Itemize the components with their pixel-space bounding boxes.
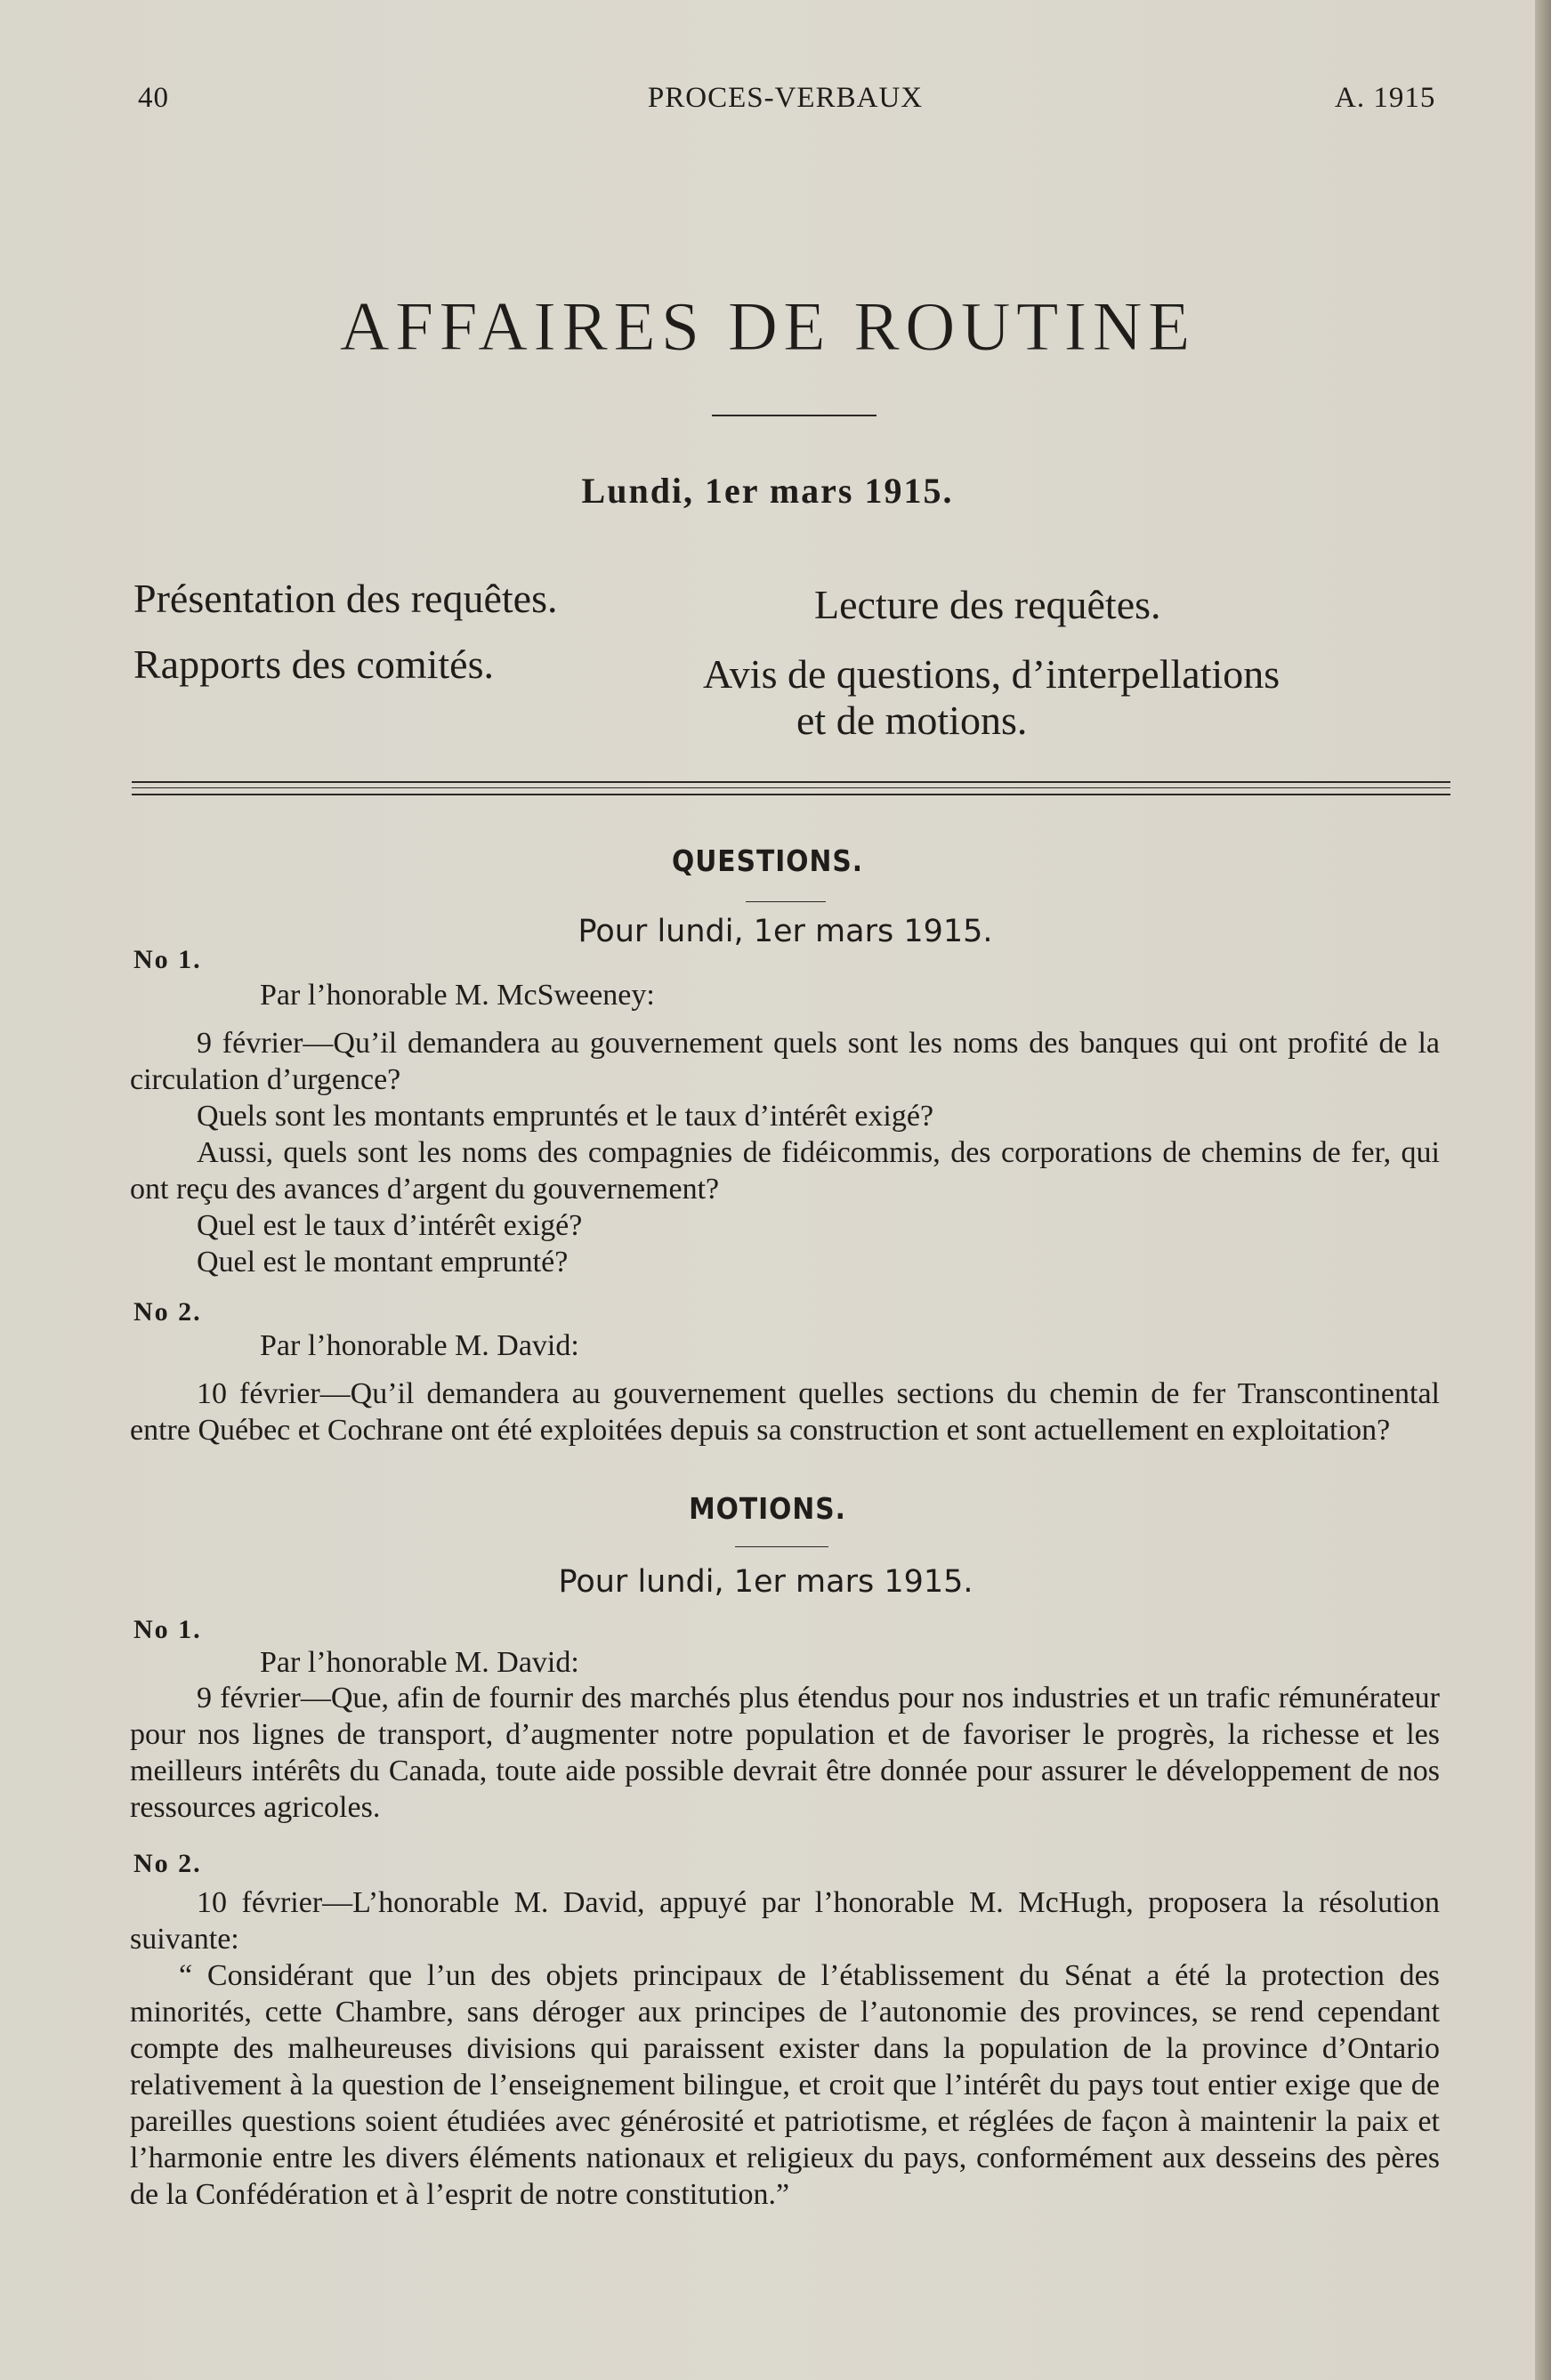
question-2-text xyxy=(130,1376,1440,1448)
question-1-text xyxy=(130,1025,1440,1280)
routine-item-avis: Avis de questions, d’interpellations xyxy=(703,651,1280,697)
question-1-author: Par l’honorable M. McSweeney: xyxy=(260,979,655,1012)
question-1-paragraph: 9 février—Qu’il demandera au gouvernement quels sont les noms des banques qui ont profité de la circulation d’urgence? xyxy=(130,1027,1440,1096)
running-title: PROCES-VERBAUX xyxy=(647,82,924,114)
question-1-paragraph: Quel est le taux d’intérêt exigé? xyxy=(197,1209,583,1242)
question-1-paragraph: Quels sont les montants empruntés et le taux d’intérêt exigé? xyxy=(197,1100,934,1133)
section-divider-inner xyxy=(132,787,1450,788)
questions-rule xyxy=(746,901,826,902)
motion-1-text xyxy=(130,1680,1440,1826)
motion-2-resolution: “ Considérant que l’un des objets principaux de l’établissement du Sénat a été la protection des minorités, cette Chambre, sans déroger aux principes de l’autonomie des provinces, se rend cependant compte des malheureuses divisions qui paraissent exister dans la population de la province d’Ontario relativement à la question de l’enseignement bilingue, et croit que l’intérêt du pays tout entier exige que de pareilles questions soient étudiées avec générosité et patriotisme, et réglées de façon à maintenir la paix et l’harmonie entre les divers éléments nationaux et religieux du pays, conformément aux desseins des pères de la Confédération et à l’esprit de notre constitution.” xyxy=(130,1959,1440,2211)
page-number: 40 xyxy=(138,82,169,114)
routine-item-avis-cont: et de motions. xyxy=(796,698,1028,743)
motions-rule xyxy=(735,1546,828,1547)
motions-heading: MOTIONS. xyxy=(689,1491,846,1526)
motion-2-number: No 2. xyxy=(133,1849,202,1878)
header-year: A. 1915 xyxy=(1335,82,1436,114)
motion-2-paragraph: 10 février—L’honorable M. David, appuyé par l’honorable M. McHugh, proposera la résolution suivante: xyxy=(130,1886,1440,1956)
motions-date: Pour lundi, 1er mars 1915. xyxy=(558,1564,973,1600)
routine-item-lecture: Lecture des requêtes. xyxy=(814,582,1161,627)
section-divider xyxy=(132,781,1450,783)
questions-date: Pour lundi, 1er mars 1915. xyxy=(578,914,993,949)
question-1-paragraph: Quel est le montant emprunté? xyxy=(197,1246,569,1279)
question-2-paragraph: 10 février—Qu’il demandera au gouvernement quelles sections du chemin de fer Transcontinental entre Québec et Cochrane ont été exploitées depuis sa construction et sont actuellement en exploitation? xyxy=(130,1377,1440,1447)
routine-item-presentation: Présentation des requêtes. xyxy=(133,576,558,621)
question-2-number: No 2. xyxy=(133,1297,202,1327)
question-1-number: No 1. xyxy=(133,945,202,974)
question-1-paragraph: Aussi, quels sont les noms des compagnies de fidéicommis, des corporations de chemins de fer, qui ont reçu des avances d’argent du gouvernement? xyxy=(130,1136,1440,1206)
page-title: AFFAIRES DE ROUTINE xyxy=(339,287,1196,365)
routine-item-rapports: Rapports des comités. xyxy=(133,641,494,687)
date-heading: Lundi, 1er mars 1915. xyxy=(581,471,954,511)
question-2-author: Par l’honorable M. David: xyxy=(260,1329,579,1362)
questions-heading: QUESTIONS. xyxy=(671,843,864,878)
motion-1-paragraph: 9 février—Que, afin de fournir des marchés plus étendus pour nos industries et un trafic rémunérateur pour nos lignes de transport, d’augmenter notre population et de favoriser le progrès, la richesse et les meilleurs intérêts du Canada, toute aide possible devrait être donnée pour assurer le développement de nos ressources agricoles. xyxy=(130,1682,1440,1824)
motion-2-text xyxy=(130,1884,1440,2213)
motion-1-number: No 1. xyxy=(133,1615,202,1644)
page-edge xyxy=(1535,0,1551,2380)
title-rule xyxy=(712,415,876,416)
section-divider-lower xyxy=(132,794,1450,795)
motion-1-author: Par l’honorable M. David: xyxy=(260,1646,579,1679)
